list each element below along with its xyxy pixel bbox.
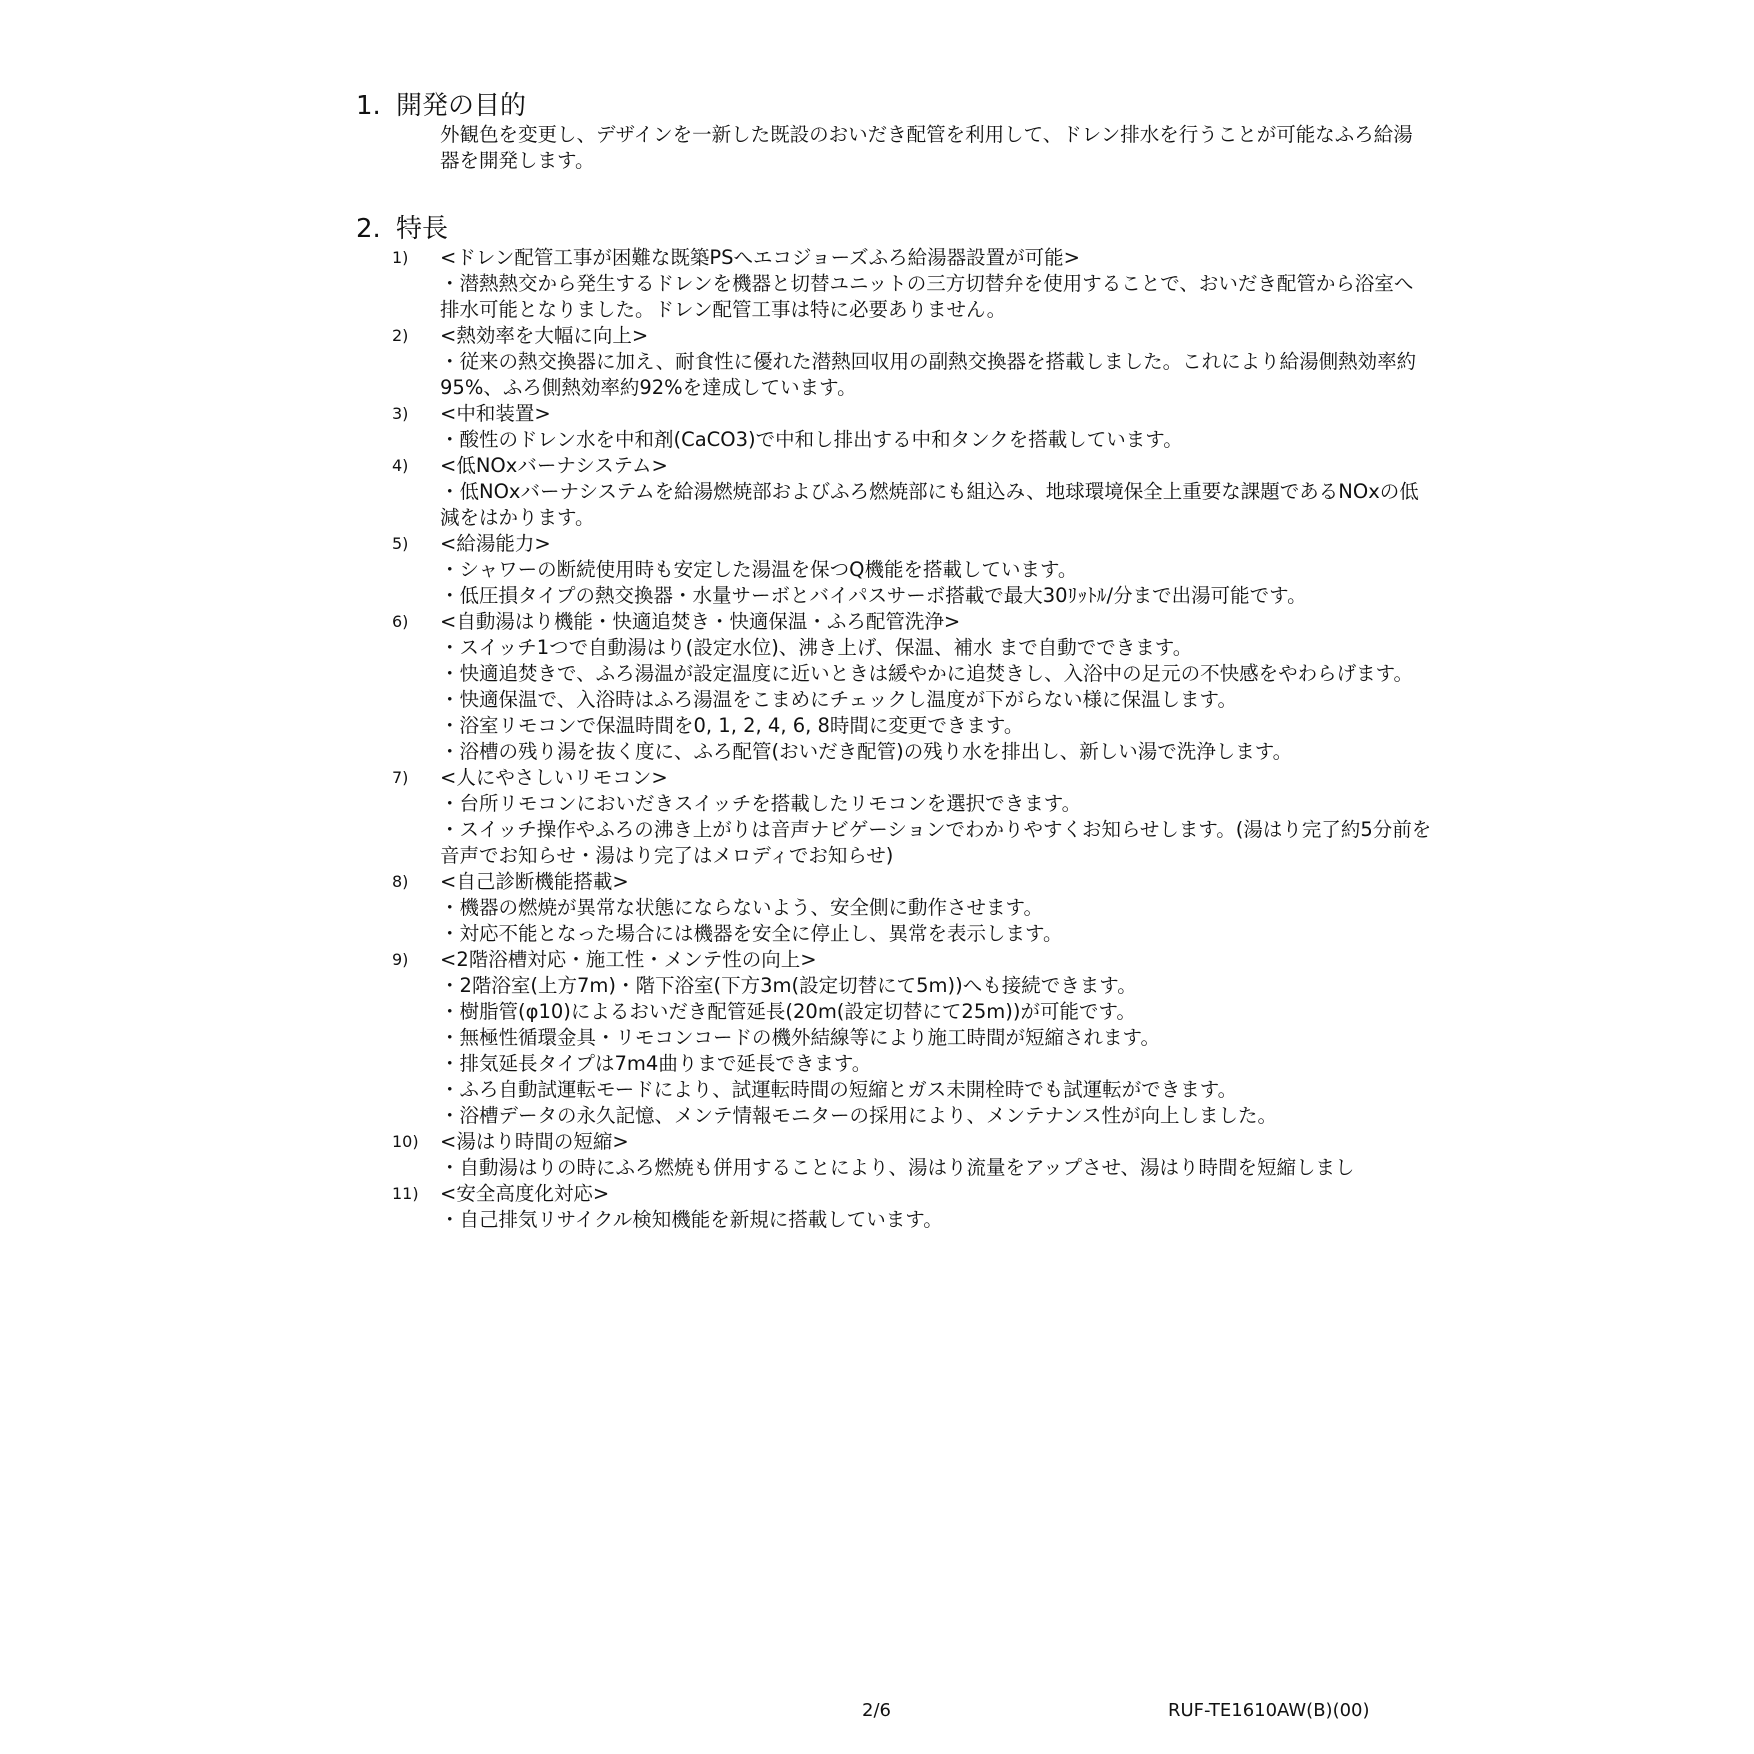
feature-title: <熱効率を大幅に向上> (440, 324, 649, 347)
feature-list (392, 245, 1432, 1233)
feature-bullet: ・機器の燃焼が異常な状態にならないよう、安全側に動作させます。 (440, 896, 1043, 919)
feature-number: 2) (392, 326, 409, 345)
feature-bullets (392, 895, 1432, 947)
feature-bullet: ・スイッチ1つで自動湯はり(設定水位)、沸き上げ、保温、補水 まで自動でできます。 (440, 636, 1193, 659)
feature-heading (392, 323, 1432, 349)
feature-item (392, 609, 1432, 765)
feature-heading (392, 531, 1432, 557)
feature-bullets (392, 973, 1432, 1129)
feature-bullet: ・低NOxバーナシステムを給湯燃焼部およびふろ燃焼部にも組込み、地球環境保全上重要な課題であるNOxの低減をはかります。 (440, 480, 1419, 529)
feature-bullet: ・樹脂管(φ10)によるおいだき配管延長(20m(設定切替にて25m))が可能です。 (440, 1000, 1136, 1023)
feature-bullet: ・無極性循環金具・リモコンコードの機外結線等により施工時間が短縮されます。 (440, 1026, 1160, 1049)
feature-number: 9) (392, 950, 409, 969)
section-1-title: 開発の目的 (396, 91, 527, 121)
feature-number: 4) (392, 456, 409, 475)
feature-number: 8) (392, 872, 409, 891)
feature-bullet: ・ふろ自動試運転モードにより、試運転時間の短縮とガス未開栓時でも試運転ができます。 (440, 1078, 1238, 1101)
feature-title: <給湯能力> (440, 532, 551, 555)
feature-bullets (392, 635, 1432, 765)
feature-heading (392, 869, 1432, 895)
feature-bullets (392, 271, 1432, 323)
feature-number: 7) (392, 768, 409, 787)
feature-item (392, 453, 1432, 531)
feature-item (392, 1129, 1432, 1181)
feature-title: <自己診断機能搭載> (440, 870, 629, 893)
feature-title: <人にやさしいリモコン> (440, 766, 668, 789)
feature-bullet: ・台所リモコンにおいだきスイッチを搭載したリモコンを選択できます。 (440, 792, 1082, 815)
feature-bullets (392, 479, 1432, 531)
feature-heading (392, 245, 1432, 271)
feature-item (392, 531, 1432, 609)
feature-item (392, 323, 1432, 401)
feature-bullet: ・自己排気リサイクル検知機能を新規に搭載しています。 (440, 1208, 943, 1231)
feature-item (392, 947, 1432, 1129)
feature-item (392, 765, 1432, 869)
feature-title: <自動湯はり機能・快適追焚き・快適保温・ふろ配管洗浄> (440, 610, 961, 633)
feature-title: <湯はり時間の短縮> (440, 1130, 629, 1153)
feature-heading (392, 609, 1432, 635)
feature-bullet: ・シャワーの断続使用時も安定した湯温を保つQ機能を搭載しています。 (440, 558, 1078, 581)
feature-heading (392, 453, 1432, 479)
feature-bullets (392, 427, 1432, 453)
feature-bullets (392, 791, 1432, 869)
feature-title: <2階浴槽対応・施工性・メンテ性の向上> (440, 948, 817, 971)
feature-bullets (392, 1207, 1432, 1233)
page-number: 2/6 (862, 1700, 891, 1721)
feature-number: 10) (392, 1132, 419, 1151)
feature-item (392, 869, 1432, 947)
feature-bullet: ・潜熱熱交から発生するドレンを機器と切替ユニットの三方切替弁を使用することで、おいだき配管から浴室へ排水可能となりました。ドレン配管工事は特に必要ありません。 (440, 272, 1414, 321)
section-2-title: 特長 (396, 214, 449, 244)
feature-bullet: ・排気延長タイプは7m4曲りまで延長できます。 (440, 1052, 872, 1075)
feature-bullet: ・対応不能となった場合には機器を安全に停止し、異常を表示します。 (440, 922, 1063, 945)
section-2-number: 2. (356, 214, 381, 244)
feature-bullet: ・浴槽データの永久記憶、メンテ情報モニターの採用により、メンテナンス性が向上しました。 (440, 1104, 1277, 1127)
feature-bullet: ・快適追焚きで、ふろ湯温が設定温度に近いときは緩やかに追焚きし、入浴中の足元の不快感をやわらげます。 (440, 662, 1414, 685)
feature-item (392, 1181, 1432, 1233)
feature-bullet: ・2階浴室(上方7m)・階下浴室(下方3m(設定切替にて5m))へも接続できます。 (440, 974, 1137, 997)
feature-title: <安全高度化対応> (440, 1182, 610, 1205)
feature-bullets (392, 349, 1432, 401)
feature-bullets (392, 1155, 1432, 1181)
feature-number: 3) (392, 404, 409, 423)
feature-title: <中和装置> (440, 402, 551, 425)
feature-number: 6) (392, 612, 409, 631)
feature-bullet: ・自動湯はりの時にふろ燃焼も併用することにより、湯はり流量をアップさせ、湯はり時間を短縮しまし (440, 1156, 1355, 1179)
feature-title: <ドレン配管工事が困難な既築PSへエコジョーズふろ給湯器設置が可能> (440, 246, 1080, 269)
feature-heading (392, 765, 1432, 791)
feature-heading (392, 1181, 1432, 1207)
feature-bullet: ・スイッチ操作やふろの沸き上がりは音声ナビゲーションでわかりやすくお知らせします。(湯はり完了約5分前を音声でお知らせ・湯はり完了はメロディでお知らせ) (440, 818, 1432, 867)
feature-bullet: ・浴槽の残り湯を抜く度に、ふろ配管(おいだき配管)の残り水を排出し、新しい湯で洗浄します。 (440, 740, 1293, 763)
feature-number: 5) (392, 534, 409, 553)
feature-number: 1) (392, 248, 409, 267)
section-2-heading (356, 213, 448, 245)
feature-heading (392, 1129, 1432, 1155)
feature-bullet: ・酸性のドレン水を中和剤(CaCO3)で中和し排出する中和タンクを搭載しています。 (440, 428, 1183, 451)
section-1-text: 外観色を変更し、デザインを一新した既設のおいだき配管を利用して、ドレン排水を行うことが可能なふろ給湯器を開発します。 (440, 123, 1413, 172)
feature-bullet: ・低圧損タイプの熱交換器・水量サーボとバイパスサーボ搭載で最大30ﾘｯﾄﾙ/分まで出湯可能です。 (440, 584, 1307, 607)
feature-bullet: ・浴室リモコンで保温時間を0, 1, 2, 4, 6, 8時間に変更できます。 (440, 714, 1024, 737)
model-number: RUF-TE1610AW(B)(00) (1168, 1700, 1370, 1721)
feature-number: 11) (392, 1184, 419, 1203)
feature-heading (392, 401, 1432, 427)
feature-title: <低NOxバーナシステム> (440, 454, 668, 477)
feature-bullet: ・従来の熱交換器に加え、耐食性に優れた潜熱回収用の副熱交換器を搭載しました。これにより給湯側熱効率約95%、ふろ側熱効率約92%を達成しています。 (440, 350, 1417, 399)
feature-item (392, 245, 1432, 323)
feature-item (392, 401, 1432, 453)
feature-bullet: ・快適保温で、入浴時はふろ湯温をこまめにチェックし温度が下がらない様に保温します。 (440, 688, 1237, 711)
feature-bullets (392, 557, 1432, 609)
feature-heading (392, 947, 1432, 973)
section-1-heading (356, 90, 526, 122)
section-1-number: 1. (356, 91, 381, 121)
